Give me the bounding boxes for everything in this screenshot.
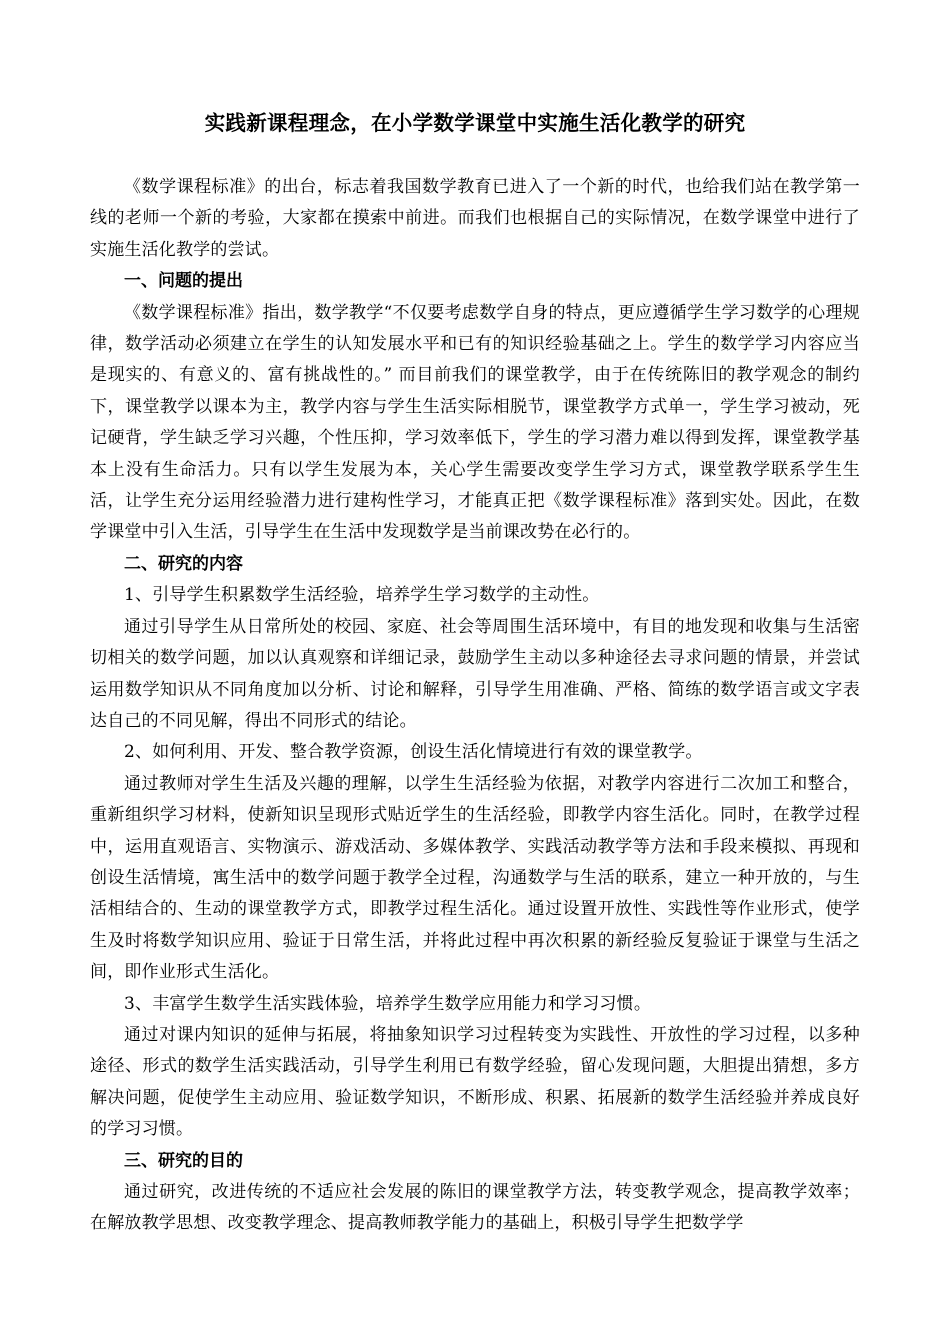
content-item-1-body: 通过引导学生从日常所处的校园、家庭、社会等周围生活环境中，有目的地发现和收集与生活密切相关的数学问题，加以认真观察和详细记录，鼓励学生主动以多种途径去寻求问题的情景，并尝试运用数学知识从不同角度加以分析、讨论和解释，引导学生用准确、严格、简练的数学语言或文字表达自己的不同见解，得出不同形式的结论。 [90,616,860,731]
content-item-2-body: 通过教师对学生生活及兴趣的理解，以学生生活经验为依据，对教学内容进行二次加工和整合，重新组织学习材料，使新知识呈现形式贴近学生的生活经验，即教学内容生活化。同时，在教学过程中，运用直观语言、实物演示、游戏活动、多媒体教学、实践活动教学等方法和手段来模拟、再现和创设生活情境，寓生活中的数学问题于教学全过程，沟通数学与生活的联系，建立一种开放的，与生活相结合的、生动的课堂教学方式，即教学过程生活化。通过设置开放性、实践性等作业形式，使学生及时将数学知识应用、验证于日常生活，并将此过程中再次积累的新经验反复验证于课堂与生活之间，即作业形式生活化。 [90,773,860,983]
section-heading-content: 二、研究的内容 [124,553,243,574]
content-item-3-title: 3、丰富学生数学生活实践体验，培养学生数学应用能力和学习习惯。 [124,993,652,1014]
intro-paragraph: 《数学课程标准》的出台，标志着我国数学教育已进入了一个新的时代，也给我们站在教学第一线的老师一个新的考验，大家都在摸索中前进。而我们也根据自己的实际情况，在数学课堂中进行了实施生活化教学的尝试。 [90,177,860,260]
section-heading-problem: 一、问题的提出 [124,271,243,292]
content-item-3-body: 通过对课内知识的延伸与拓展，将抽象知识学习过程转变为实践性、开放性的学习过程，以多种途径、形式的数学生活实践活动，引导学生利用已有数学经验，留心发现问题，大胆提出猜想，多方解决问题，促使学生主动应用、验证数学知识，不断形成、积累、拓展新的数学生活经验并养成良好的学习习惯。 [90,1024,860,1140]
section-heading-purpose: 三、研究的目的 [124,1150,243,1171]
document-page [90,108,860,1240]
content-item-1-title: 1、引导学生积累数学生活经验，培养学生学习数学的主动性。 [124,585,600,606]
section-body-problem: 《数学课程标准》指出，数学教学“不仅要考虑数学自身的特点，更应遵循学生学习数学的心理规律，数学活动必须建立在学生的认知发展水平和已有的知识经验基础之上。学生的数学学习内容应当是现实的、有意义的、富有挑战性的。” 而目前我们的课堂教学，由于在传统陈旧的教学观念的制约下，课堂教学以课本为主，教学内容与学生生活实际相脱节，课堂教学方式单一，学生学习被动，死记硬背，学生缺乏学习兴趣，个性压抑，学习效率低下，学生的学习潜力难以得到发挥，课堂教学基本上没有生命活力。只有以学生发展为本，关心学生需要改变学生学习方式，课堂教学联系学生生活，让学生充分运用经验潜力进行建构性学习，才能真正把《数学课程标准》落到实处。因此，在数学课堂中引入生活，引导学生在生活中发现数学是当前课改势在必行的。 [90,302,860,543]
document-title: 实践新课程理念，在小学数学课堂中实施生活化教学的研究 [204,111,746,135]
section-body-purpose: 通过研究，改进传统的不适应社会发展的陈旧的课堂教学方法，转变教学观念，提高教学效率；在解放教学思想、改变教学理念、提高教师教学能力的基础上，积极引导学生把数学学 [90,1182,860,1234]
content-item-2-title: 2、如何利用、开发、整合教学资源，创设生活化情境进行有效的课堂教学。 [124,742,703,763]
